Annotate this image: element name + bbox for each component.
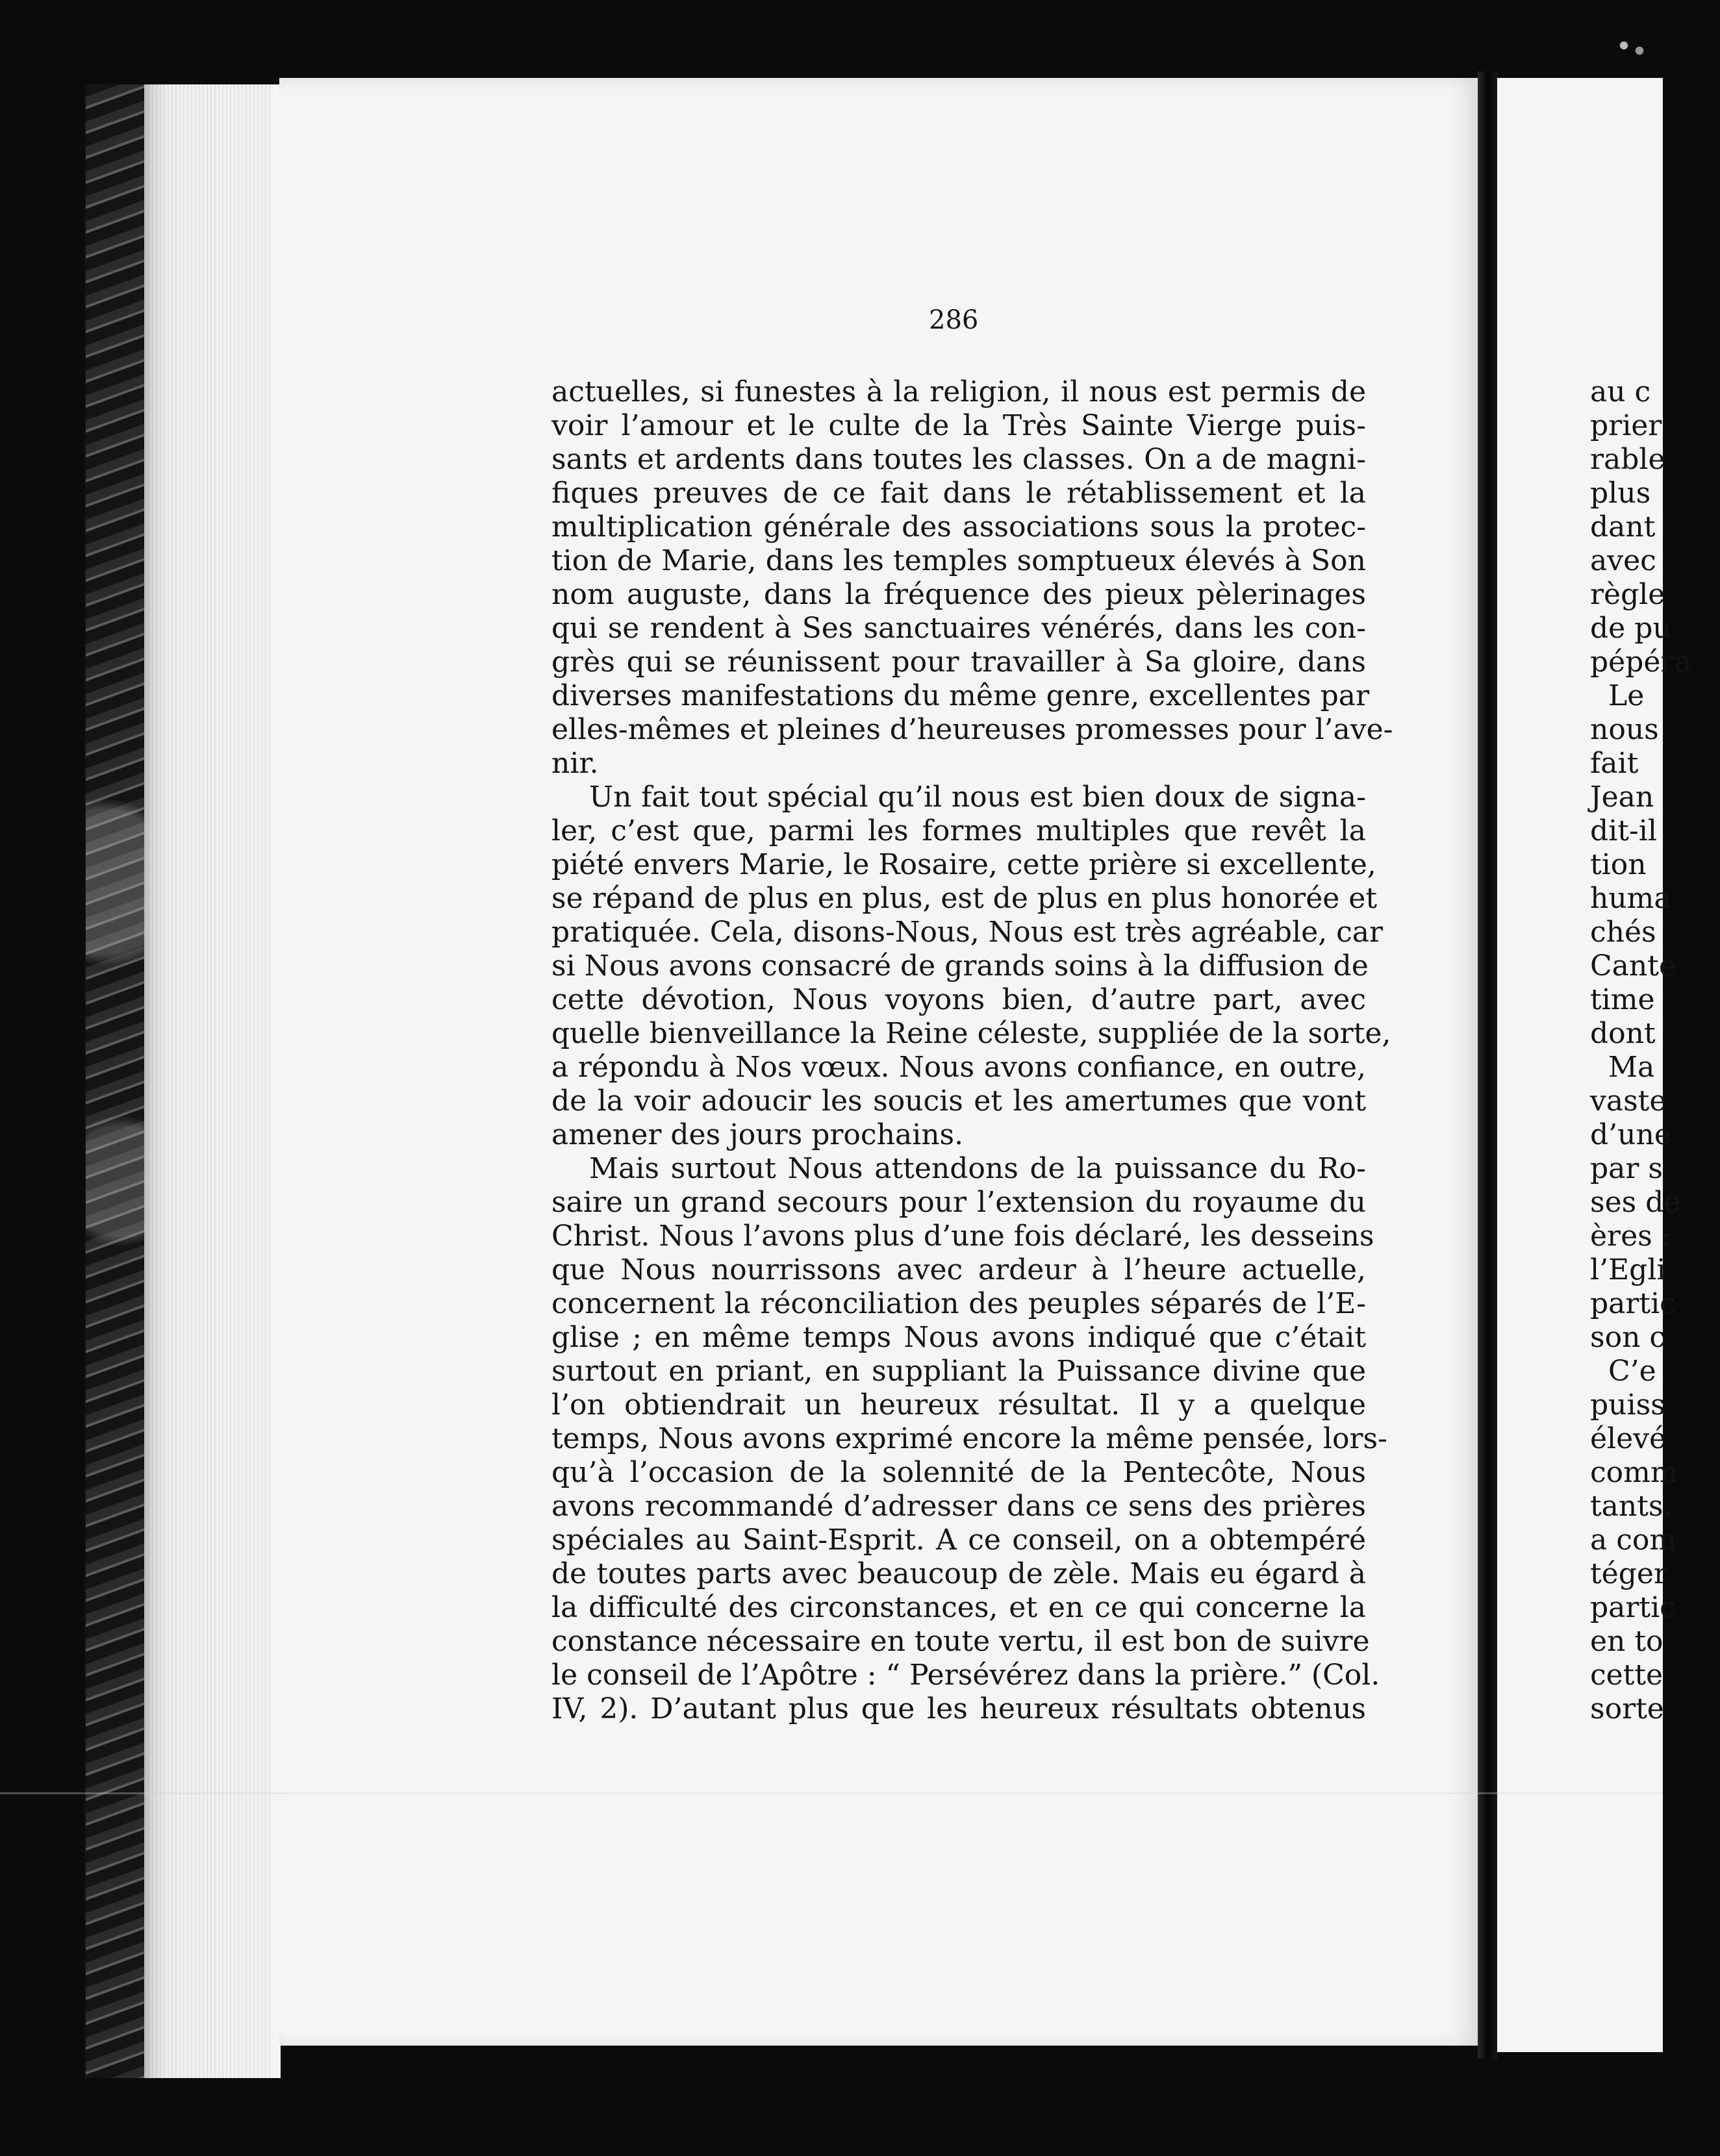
text-line: spéciales au Saint-Esprit. A ce conseil, on a obtempéré	[551, 1523, 1366, 1557]
text-line: élevé	[1590, 1422, 1667, 1455]
text-line: cette dévotion, Nous voyons bien, d’autre part, avec	[551, 983, 1366, 1016]
text-line: avons recommandé d’adresser dans ce sens des prières	[551, 1490, 1366, 1523]
text-line: qui se rendent à Ses sanctuaires vénérés, dans les con-	[551, 612, 1366, 645]
left-page-text	[551, 375, 1393, 1726]
text-line: l’Egli	[1590, 1253, 1666, 1286]
text-line: C’e	[1608, 1355, 1656, 1388]
text-line: amener des jours prochains.	[551, 1118, 964, 1151]
text-line: elles-mêmes et pleines d’heureuses promesses pour l’ave-	[551, 713, 1393, 746]
text-line: comm	[1590, 1456, 1678, 1489]
text-line: vaste	[1590, 1084, 1667, 1118]
text-line: Christ. Nous l’avons plus d’une fois déclaré, les desseins	[551, 1220, 1374, 1253]
text-line: en to	[1590, 1625, 1663, 1658]
text-line: a répondu à Nos vœux. Nous avons confiance, en outre,	[551, 1051, 1366, 1084]
text-line: dit-il	[1590, 814, 1657, 847]
text-line: ses de	[1590, 1186, 1681, 1219]
text-line: Mais surtout Nous attendons de la puissance du Ro-	[589, 1152, 1366, 1185]
text-line: de toutes parts avec beaucoup de zèle. Mais eu égard à	[551, 1557, 1366, 1590]
text-line: time	[1590, 983, 1655, 1016]
text-line: ler, c’est que, parmi les formes multiples que revêt la	[551, 814, 1366, 847]
text-line: Un fait tout spécial qu’il nous est bien doux de signa-	[589, 781, 1366, 814]
text-line: diverses manifestations du même genre, excellentes par	[551, 679, 1370, 712]
text-line: fait	[1590, 747, 1639, 780]
text-line: sants et ardents dans toutes les classes. On a de magni-	[551, 443, 1366, 476]
text-line: tants.	[1590, 1490, 1673, 1523]
text-line: se répand de plus en plus, est de plus en plus honorée et	[551, 882, 1377, 915]
text-line: fiques preuves de ce fait dans le rétablissement et la	[551, 477, 1366, 510]
text-line: que Nous nourrissons avec ardeur à l’heure actuelle,	[551, 1253, 1366, 1286]
text-line: pratiquée. Cela, disons-Nous, Nous est très agréable, car	[551, 916, 1384, 949]
scan-line	[0, 1792, 1663, 1794]
text-line: piété envers Marie, le Rosaire, cette prière si excellente,	[551, 848, 1376, 881]
text-line: plus	[1590, 477, 1651, 510]
text-line: surtout en priant, en suppliant la Puissance divine que	[551, 1355, 1366, 1388]
text-line: tion	[1590, 848, 1647, 881]
text-line: tion de Marie, dans les temples somptueux élevés à Son	[551, 544, 1366, 577]
text-line: chés	[1590, 916, 1656, 949]
text-line: multiplication générale des associations sous la protec-	[551, 510, 1366, 544]
text-line: avec	[1590, 544, 1656, 577]
text-line: Ma	[1608, 1051, 1655, 1084]
text-line: sorte	[1590, 1692, 1664, 1725]
text-line: pépéra	[1590, 646, 1691, 679]
text-line: règle	[1590, 578, 1665, 611]
book-page-edges	[84, 84, 281, 2078]
text-line: Cante	[1590, 949, 1676, 983]
text-line: nom auguste, dans la fréquence des pieux pèlerinages	[551, 578, 1366, 611]
scan-artifact	[1585, 19, 1663, 71]
text-line: ères :	[1590, 1220, 1671, 1253]
text-line: par s	[1590, 1152, 1663, 1185]
text-line: prier	[1590, 409, 1662, 442]
text-line: au c	[1590, 375, 1651, 408]
text-line: puiss	[1590, 1388, 1665, 1422]
text-line: téger	[1590, 1557, 1667, 1590]
text-line: nous	[1590, 713, 1659, 746]
right-page-text	[1590, 375, 1720, 1726]
text-line: Jean	[1590, 781, 1654, 814]
text-line: partic	[1590, 1287, 1676, 1320]
text-line: Le	[1608, 679, 1645, 712]
text-line: quelle bienveillance la Reine céleste, suppliée de la sorte,	[551, 1017, 1391, 1050]
text-line: son c	[1590, 1321, 1666, 1354]
text-line: rable	[1590, 443, 1665, 476]
text-line: voir l’amour et le culte de la Très Sainte Vierge puis-	[551, 409, 1366, 442]
text-line: de la voir adoucir les soucis et les amertumes que vont	[551, 1084, 1366, 1118]
text-line: temps, Nous avons exprimé encore la même pensée, lors-	[551, 1422, 1387, 1455]
text-line: a com	[1590, 1523, 1677, 1557]
text-line: huma	[1590, 882, 1671, 915]
text-line: l’on obtiendrait un heureux résultat. Il y a quelque	[551, 1388, 1366, 1422]
book-gutter	[1478, 71, 1497, 2059]
text-line: partic	[1590, 1591, 1676, 1624]
text-line: IV, 2). D’autant plus que les heureux résultats obtenus	[551, 1692, 1366, 1725]
text-line: nir.	[551, 747, 599, 780]
text-line: saire un grand secours pour l’extension du royaume du	[551, 1186, 1366, 1219]
text-line: constance nécessaire en toute vertu, il est bon de suivre	[551, 1625, 1370, 1658]
text-line: glise ; en même temps Nous avons indiqué que c’était	[551, 1321, 1366, 1354]
text-line: de pu	[1590, 612, 1671, 645]
text-line: cette	[1590, 1659, 1663, 1692]
text-line: si Nous avons consacré de grands soins à la diffusion de	[551, 949, 1369, 983]
text-line: dont	[1590, 1017, 1656, 1050]
text-line: le conseil de l’Apôtre : “ Persévérez dans la prière.” (Col.	[551, 1659, 1380, 1692]
text-line: la difficulté des circonstances, et en ce qui concerne la	[551, 1591, 1366, 1624]
page-number: 286	[929, 305, 979, 335]
text-line: concernent la réconciliation des peuples séparés de l’E-	[551, 1287, 1366, 1320]
text-line: actuelles, si funestes à la religion, il nous est permis de	[551, 375, 1366, 408]
text-line: d’une	[1590, 1118, 1671, 1151]
text-line: dant	[1590, 510, 1656, 544]
text-line: grès qui se réunissent pour travailler à Sa gloire, dans	[551, 646, 1366, 679]
text-line: qu’à l’occasion de la solennité de la Pentecôte, Nous	[551, 1456, 1366, 1489]
